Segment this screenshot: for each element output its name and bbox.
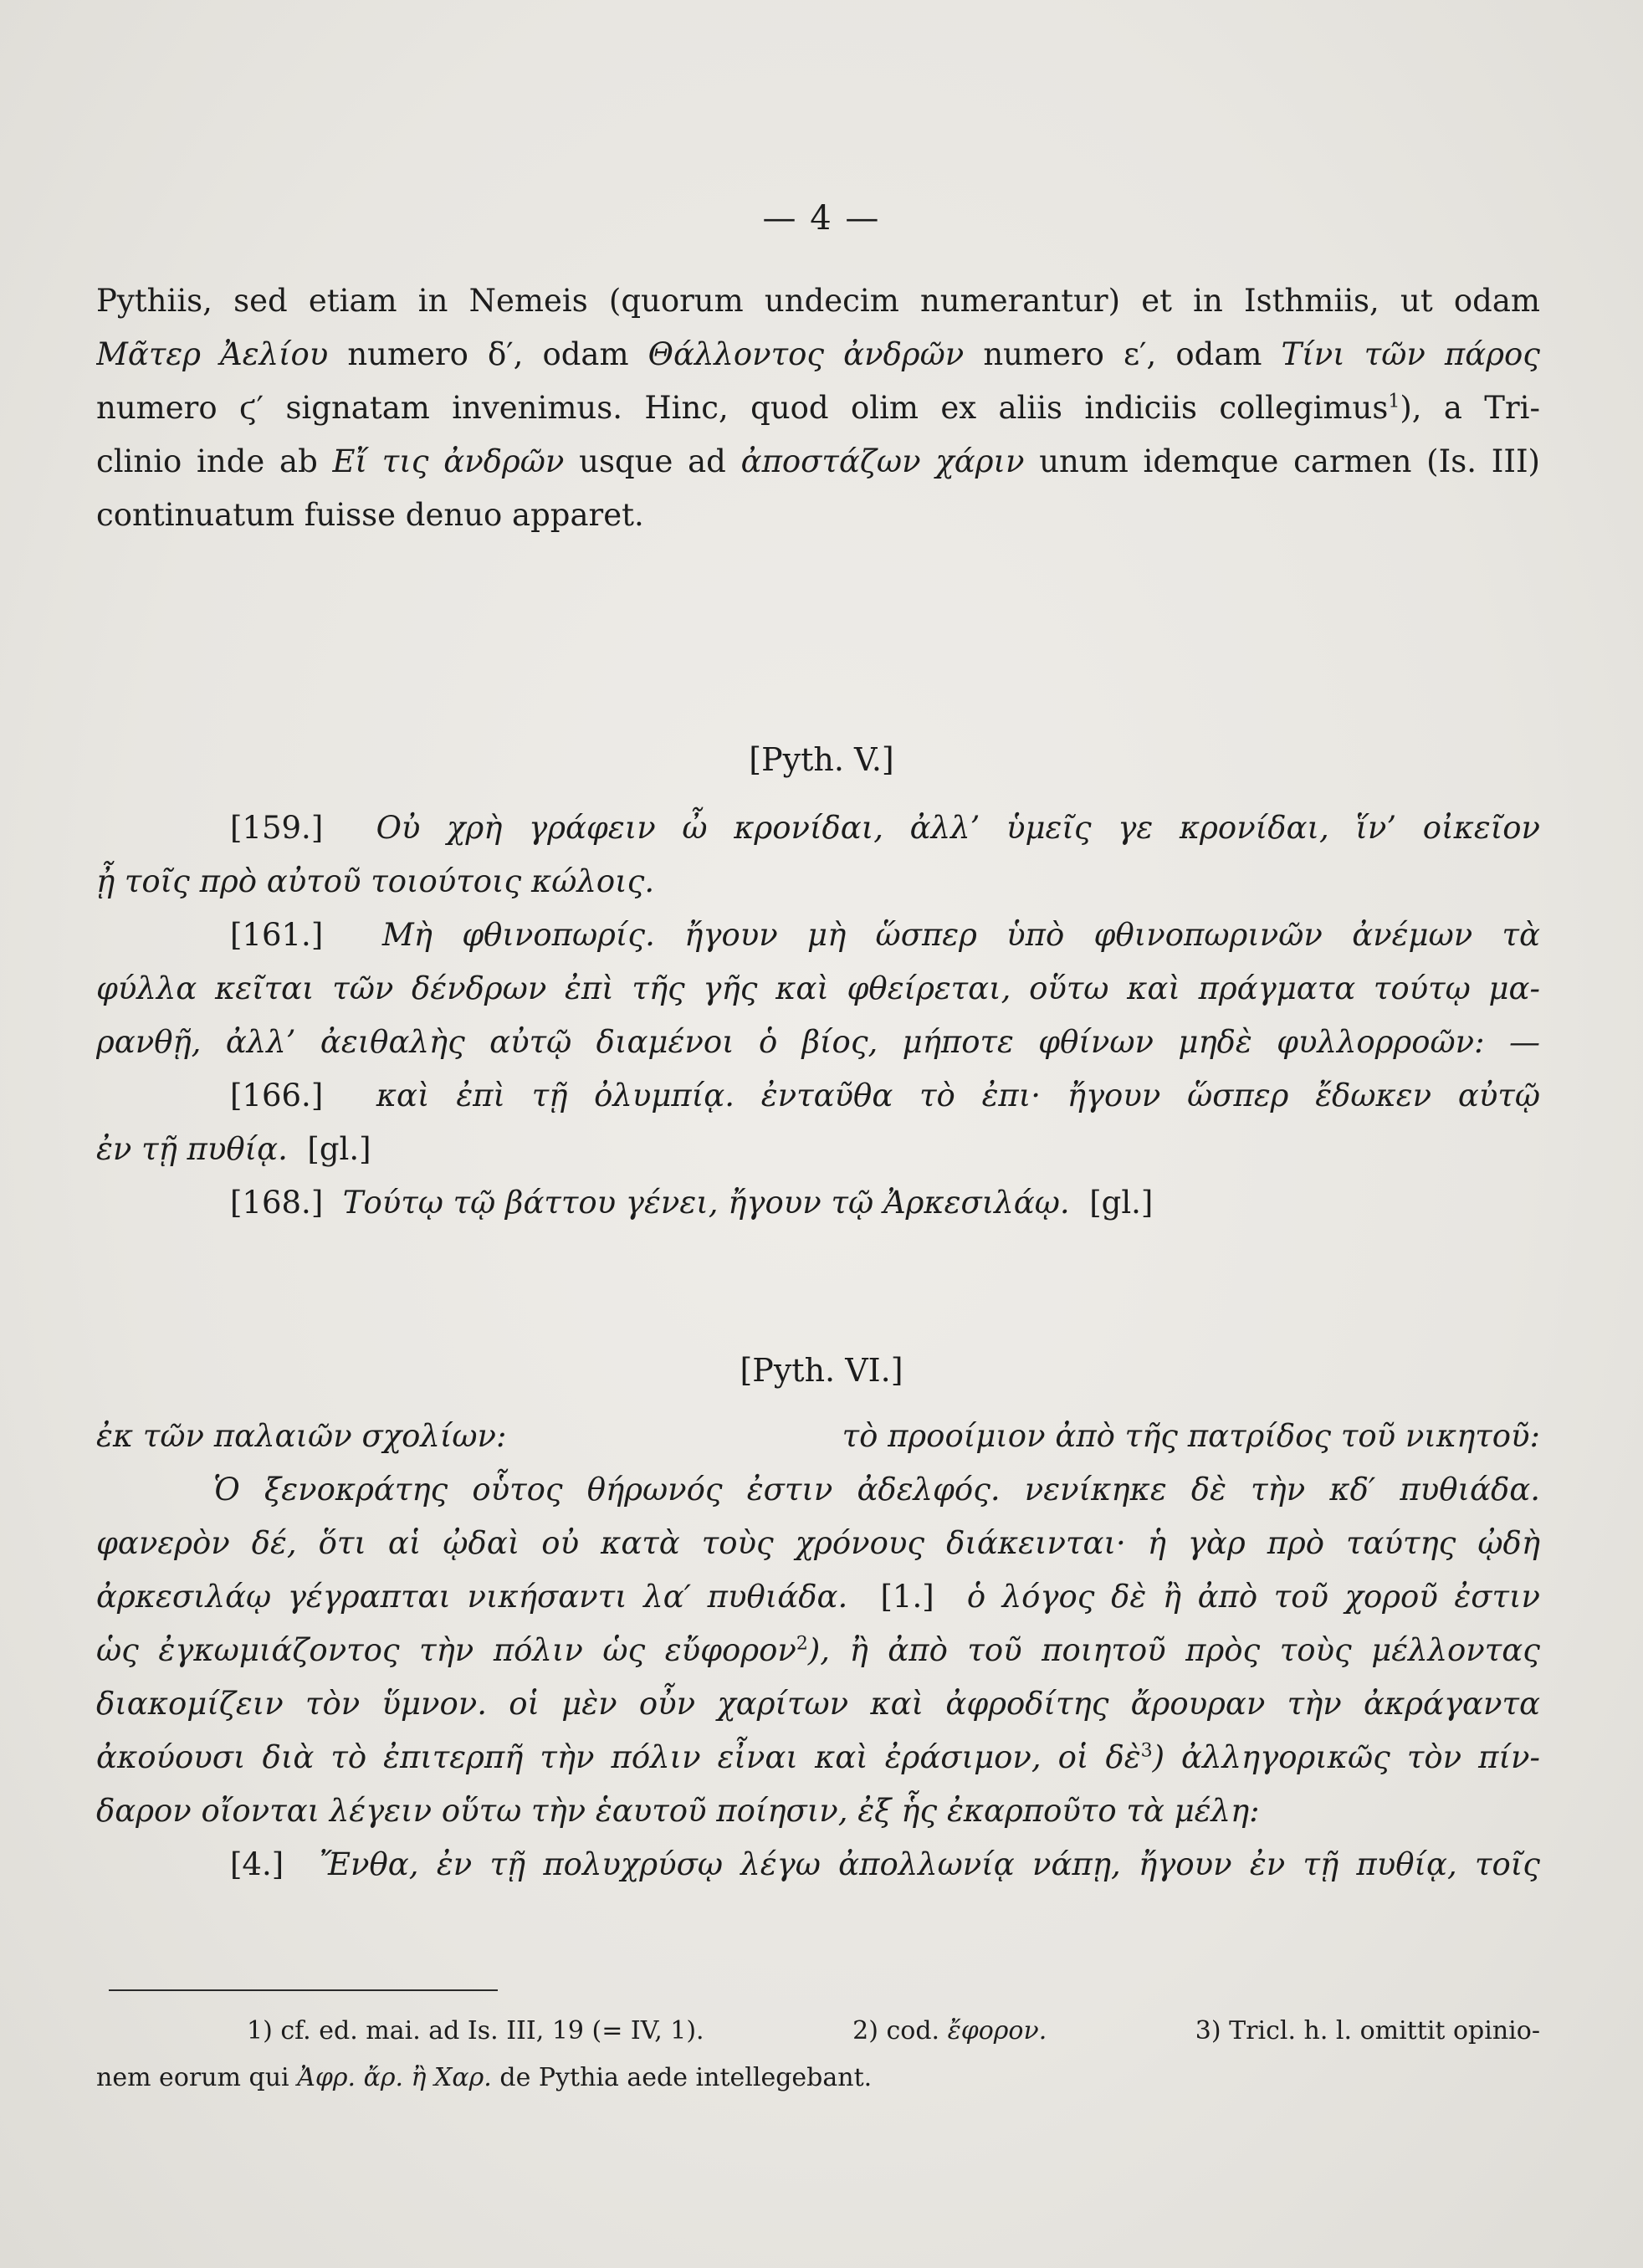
- scholion-161-line-2: φύλλα κεῖται τῶν δένδρων ἐπὶ τῆς γῆς καὶ φθείρεται, οὕτω καὶ πράγματα τούτῳ μα-: [96, 970, 1540, 1006]
- intro-line-5: continuatum fuisse denuo apparet.: [96, 497, 644, 533]
- pyth-vi-line-3: ἀρκεσιλάῳ γέγραπται νικήσαντι λα′ πυθιάδα. [1.] ὁ λόγος δὲ ἢ ἀπὸ τοῦ χοροῦ ἐστιν: [96, 1579, 1540, 1615]
- pyth-vi-line-2: φανερὸν δέ, ὅτι αἱ ᾠδαὶ οὐ κατὰ τοὺς χρόνους διάκεινται· ἡ γὰρ πρὸ ταύτης ᾠδὴ: [96, 1525, 1540, 1561]
- footnote-1: 1) cf. ed. mai. ad Is. III, 19 (= IV, 1).: [247, 2016, 704, 2045]
- pyth-vi-line-4: ὡς ἐγκωμιάζοντος τὴν πόλιν ὡς εὔφορον$^2$), ἢ ἀπὸ τοῦ ποιητοῦ πρὸς τοὺς μέλλοντας: [96, 1632, 1540, 1668]
- greek-incipit: Μᾶτερ Ἀελίου: [96, 336, 329, 372]
- intro-paragraph: [96, 274, 1540, 542]
- page-number: — 4 —: [762, 199, 881, 238]
- scholion-159-line-2: ᾖ τοῖς πρὸ αὐτοῦ τοιούτοις κώλοις.: [96, 863, 655, 899]
- greek-incipit: Θάλλοντος ἀνδρῶν: [647, 336, 965, 372]
- footnote-marker: 3: [1140, 1740, 1153, 1762]
- section-heading-pyth-v: [Pyth. V.]: [749, 741, 894, 778]
- pyth-vi-line-1: Ὁ ξενοκράτης οὗτος θήρωνός ἐστιν ἀδελφός. νενίκηκε δὲ τὴν κδ′ πυθιάδα.: [213, 1472, 1540, 1508]
- intro-line-4: clinio inde ab Εἴ τις ἀνδρῶν usque ad ἀποστάζων χάριν unum idemque carmen (Is. III): [96, 443, 1540, 479]
- verse-ref: [166.]: [230, 1078, 324, 1114]
- scholion-161-line-1: [161.] Μὴ φθινοπωρίς. ἤγουν μὴ ὥσπερ ὑπὸ φθινοπωρινῶν ἀνέμων τὰ: [230, 917, 1540, 953]
- intro-line-1: Pythiis, sed etiam in Nemeis (quorum undecim numerantur) et in Isthmiis, ut odam: [96, 283, 1540, 319]
- verse-ref: [1.]: [880, 1579, 934, 1615]
- footnote-marker: 1: [1388, 391, 1400, 412]
- footnote-row-1: [96, 2008, 1540, 2055]
- source-line: [96, 1410, 1540, 1463]
- footnote-3: 3) Tricl. h. l. omittit opinio-: [1195, 2016, 1540, 2045]
- section-heading-pyth-vi: [Pyth. VI.]: [740, 1352, 903, 1389]
- lemma: τὸ προοίμιον ἀπὸ τῆς πατρίδος τοῦ νικητοῦ:: [842, 1418, 1540, 1454]
- scholion-166-line-1: [166.] καὶ ἐπὶ τῇ ὀλυμπίᾳ. ἐνταῦθα τὸ ἐπι· ἤγουν ὥσπερ ἔδωκεν αὐτῷ: [230, 1078, 1540, 1114]
- verse-ref: [159.]: [230, 810, 324, 846]
- verse-ref: [161.]: [230, 917, 324, 953]
- greek-incipit: Τίνι τῶν πάρος: [1281, 336, 1540, 372]
- pyth-vi-line-6: ἀκούουσι διὰ τὸ ἐπιτερπῆ τὴν πόλιν εἶναι καὶ ἐράσιμον, οἱ δὲ$^3$) ἀλληγορικῶς τὸν πίν-: [96, 1739, 1540, 1775]
- intro-line-3: numero ϛ′ signatam invenimus. Hinc, quod olim ex aliis indiciis collegimus$^1$), a Tri-: [96, 390, 1540, 426]
- pyth-vi-line-5: διακομίζειν τὸν ὕμνον. οἱ μὲν οὖν χαρίτων καὶ ἀφροδίτης ἄρουραν τὴν ἀκράγαντα: [96, 1686, 1540, 1722]
- source-label: ἐκ τῶν παλαιῶν σχολίων:: [96, 1418, 507, 1454]
- scholion-168-line-1: [168.] Τούτῳ τῷ βάττου γένει, ἤγουν τῷ Ἀρκεσιλάῳ. [gl.]: [230, 1185, 1154, 1221]
- verse-ref: [168.]: [230, 1185, 324, 1221]
- pyth-vi-line-7: δαρον οἴονται λέγειν οὕτω τὴν ἑαυτοῦ ποίησιν, ἐξ ἧς ἐκαρποῦτο τὰ μέλη:: [96, 1793, 1260, 1829]
- footnote-marker: 2: [796, 1633, 808, 1655]
- scholion-159-line-1: [159.] Οὐ χρὴ γράφειν ὦ κρονίδαι, ἀλλ’ ὑμεῖς γε κρονίδαι, ἵν’ οἰκεῖον: [230, 810, 1540, 846]
- pyth-vi-line-8: [4.] Ἔνθα, ἐν τῇ πολυχρύσῳ λέγω ἀπολλωνίᾳ νάπῃ, ἤγουν ἐν τῇ πυθίᾳ, τοῖς: [230, 1846, 1540, 1882]
- pyth-vi-scholia: [96, 1410, 1540, 1892]
- verse-ref: [4.]: [230, 1846, 284, 1882]
- footnote-rule: [109, 1989, 498, 1991]
- footnote-2: 2) cod. ἔφορον.: [852, 2016, 1047, 2045]
- gloss-marker: [gl.]: [307, 1131, 371, 1167]
- scholion-166-line-2: ἐν τῇ πυθίᾳ. [gl.]: [96, 1131, 371, 1167]
- footnote-row-2: nem eorum qui Ἀφρ. ἄρ. ἢ Χαρ. de Pythia aede intellegebant.: [96, 2063, 873, 2092]
- footnotes: [96, 2008, 1540, 2102]
- scholion-161-line-3: ρανθῇ, ἀλλ’ ἀειθαλὴς αὐτῷ διαμένοι ὁ βίος, μήποτε φθίνων μηδὲ φυλλορροῶν: —: [96, 1024, 1540, 1060]
- gloss-marker: [gl.]: [1089, 1185, 1154, 1221]
- intro-line-2: Μᾶτερ Ἀελίου numero δ′, odam Θάλλοντος ἀνδρῶν numero ε′, odam Τίνι τῶν πάρος: [96, 336, 1540, 372]
- pyth-v-scholia: [96, 801, 1540, 1230]
